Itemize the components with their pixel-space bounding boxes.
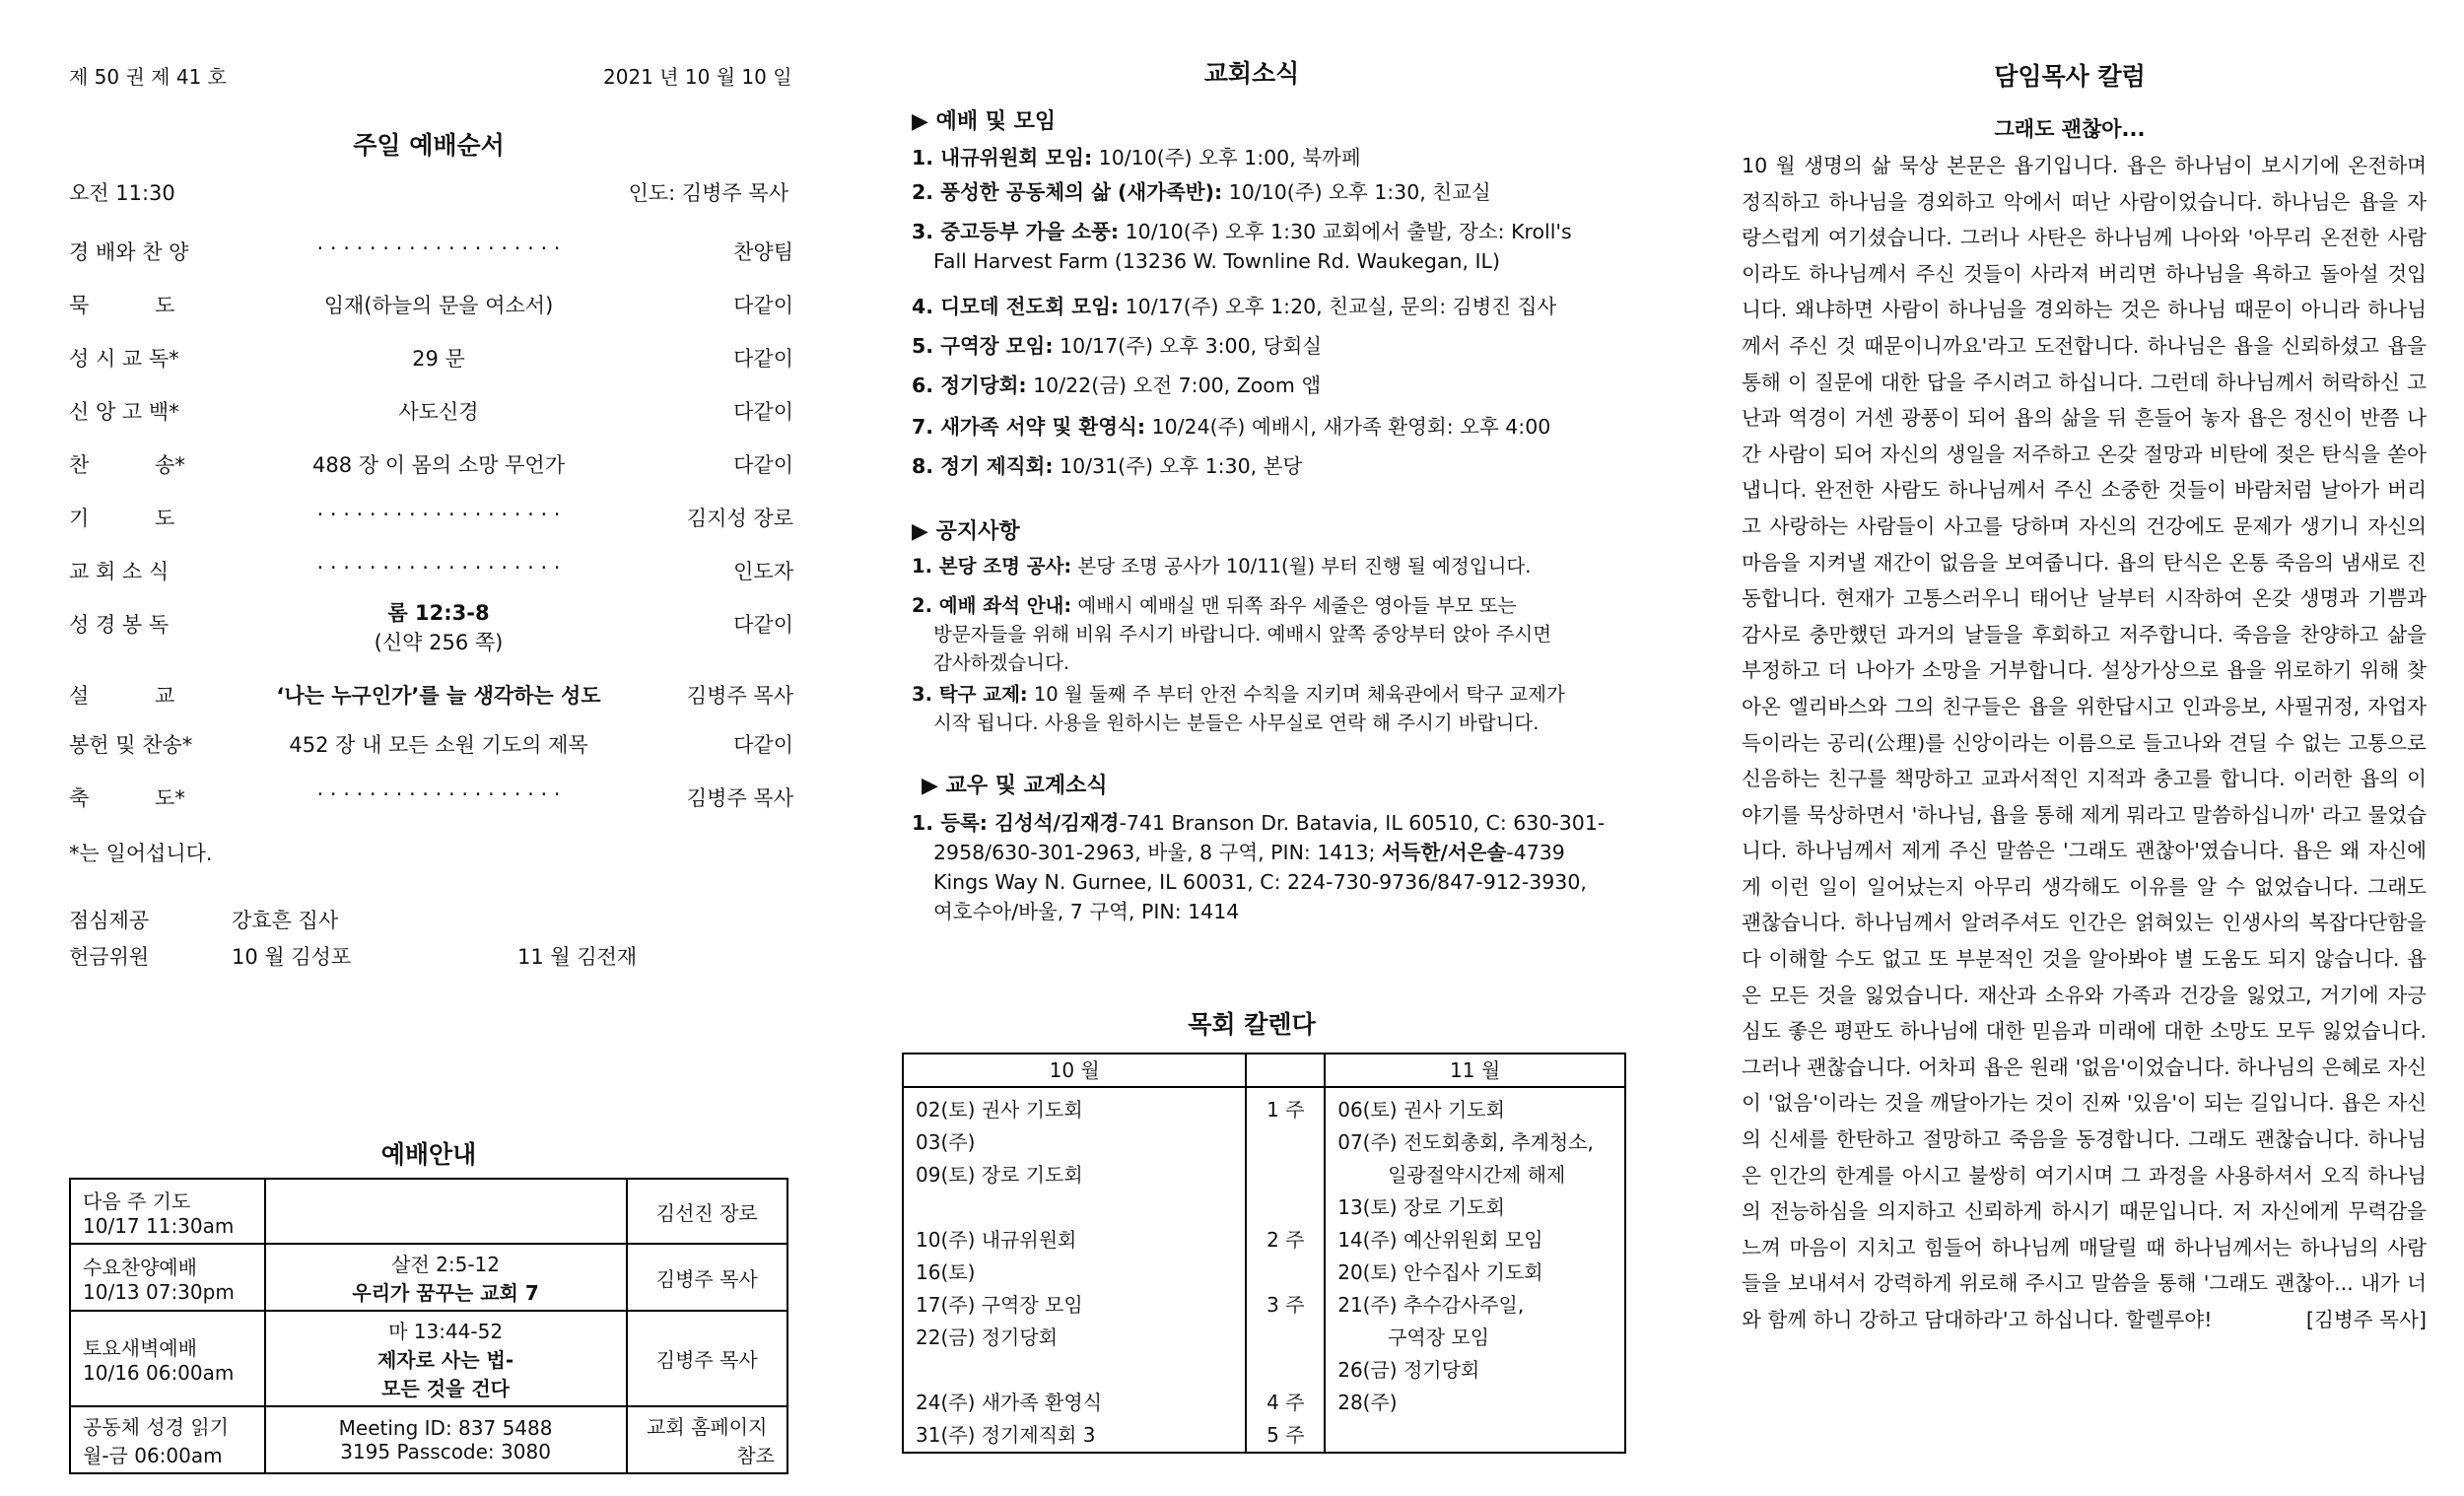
calendar-oct-column <box>903 1087 1246 1453</box>
calendar-oct-entry: 02(토) 권사 기도회 <box>916 1098 1083 1122</box>
worship-item <box>912 451 1641 481</box>
guide-person-line: 김병주 목사 <box>655 1266 758 1291</box>
member-news-line4: 여호수아/바울, 7 구역, PIN: 1414 <box>933 900 1240 923</box>
guide-service-line: 월-금 06:00am <box>83 1444 223 1467</box>
lunch-name: 강효흔 집사 <box>232 909 339 932</box>
order-item-name: 경 배와 찬 양 <box>69 240 189 264</box>
calendar-oct-header: 10 월 <box>903 1054 1246 1087</box>
calendar-oct-entry <box>916 1191 1233 1224</box>
worship-item-text: 10/31(주) 오후 1:30, 본당 <box>1053 454 1303 478</box>
guide-service <box>70 1311 265 1406</box>
stand-note: *는 일어섭니다. <box>69 842 213 865</box>
guide-service-line: 공동체 성경 읽기 <box>83 1415 229 1439</box>
calendar-oct-entry: 10(주) 내규위원회 <box>916 1228 1077 1252</box>
order-row <box>69 396 793 436</box>
worship-item <box>912 292 1641 321</box>
worship-item-label: 2. 풍성한 공동체의 삶 (새가족반): <box>912 180 1223 204</box>
calendar-nov-column <box>1325 1087 1625 1453</box>
order-item-name: 성 경 봉 독 <box>69 613 170 637</box>
calendar-week-column <box>1246 1087 1325 1453</box>
guide-person <box>627 1406 787 1473</box>
order-item-name: 설 교 <box>69 684 175 708</box>
order-item-name: 찬 송* <box>69 453 185 477</box>
notice-item <box>912 591 1641 677</box>
guide-content-line: 마 13:44-52 <box>388 1320 504 1343</box>
guide-service-line: 10/16 06:00am <box>83 1361 235 1385</box>
guide-row <box>70 1244 787 1311</box>
guide-content-line: 3195 Passcode: 3080 <box>340 1440 551 1463</box>
guide-person <box>627 1244 787 1311</box>
member-news-line2: 2958/630-301-2963, 바울, 8 구역, PIN: 1413; <box>933 841 1382 864</box>
worship-item-text: 10/10(주) 오후 1:30 교회에서 출발, 장소: Kroll's <box>1119 220 1572 243</box>
worship-item <box>912 177 1641 207</box>
calendar-week-header <box>1246 1054 1325 1087</box>
notice-item <box>912 680 1641 737</box>
calendar-week-entry <box>1259 1354 1312 1387</box>
column-body <box>1742 148 2427 1338</box>
notice-item-text: 본당 조명 공사가 10/11(월) 부터 진행 될 예정입니다. <box>1071 555 1532 578</box>
calendar-oct-entry: 31(주) 정기제직회 3 <box>916 1423 1096 1447</box>
member-section-heading: ▶ 교우 및 교계소식 <box>922 774 1108 798</box>
order-item-content: 임재(하늘의 문을 여소서) <box>323 294 554 317</box>
order-row <box>69 680 793 719</box>
worship-item-text: 10/10(주) 오후 1:00, 북까페 <box>1092 146 1361 170</box>
guide-content <box>265 1179 627 1244</box>
order-row <box>69 343 793 382</box>
calendar-nov-entry: 07(주) 전도회총회, 추계청소, <box>1337 1130 1594 1154</box>
notice-item <box>912 552 1641 580</box>
guide-person-line: 교회 홈페이지 <box>647 1415 768 1439</box>
guide-service-line: 토요새벽예배 <box>83 1336 197 1360</box>
calendar-oct-entry: 17(주) 구역장 모임 <box>916 1293 1083 1317</box>
order-item-name: 묵 도 <box>69 294 175 317</box>
offering-label: 헌금위원 <box>69 945 150 969</box>
order-item-content: · · · · · · · · · · · · · · · · · · · <box>316 782 561 806</box>
guide-service-line: 다음 주 기도 <box>83 1189 191 1213</box>
calendar-oct-entry: 03(주) <box>916 1130 976 1154</box>
calendar-nov-entry: 구역장 모임 <box>1337 1326 1490 1349</box>
order-row <box>69 556 793 595</box>
bulletin-date: 2021 년 10 월 10 일 <box>603 65 792 89</box>
order-row <box>69 290 793 329</box>
guide-title: 예배안내 <box>380 1140 477 1169</box>
order-item-person: 다같이 <box>733 733 793 757</box>
worship-item-text: 10/24(주) 예배시, 새가족 환영회: 오후 4:00 <box>1145 415 1551 439</box>
news-title: 교회소식 <box>1203 59 1300 88</box>
order-item-content: · · · · · · · · · · · · · · · · · · · <box>316 237 561 260</box>
column-text: 10 월 생명의 삶 묵상 본문은 욥기입니다. 욥은 하나님이 보시기에 온전하며 정직하고 하나님을 경외하고 악에서 떠난 사람이었습니다. 하나님은 욥을 자랑스럽게 여기셨습니다. 그러나 사탄은 하나님께 나아와 '아무리 온전한 사람이라도 하나님께서 주신 것들이 사라져 버리면 하나님을 욕하고 돌아설 것입니다. 왜냐하면 사람이 하나님을 경외하는 것은 하나님 때문이 아니라 하나님께서 주신 것 때문이니까요'라고 도전합니다. 하나님은 욥을 신뢰하셨고 욥을 통해 이 질문에 대한 답을 주시려고 하십니다. 그런데 하나님께서 허락하신 고난과 역경이 거센 광풍이 되어 욥의 삶을 뒤 흔들어 놓자 욥은 정신이 반쯤 나간 사람이 되어 자신의 생일을 저주하고 온갖 절망과 비탄에 젖은 탄식을 쏟아냅니다. 완전한 사람도 하나님께서 주신 소중한 것들이 바람처럼 날아가 버리고 사랑하는 사람들이 사고를 당하며 자신의 건강에도 문제가 생기니 자신의 마음을 지켜낼 재간이 없음을 보여줍니다. 욥의 탄식은 온통 죽음의 냄새로 진동합니다. 현재가 고통스러우니 태어난 날부터 시작하여 온갖 생명과 기쁨과 감사로 충만했던 과거의 날들을 후회하고 저주합니다. 죽음을 찬양하고 삶을 부정하고 더 나아가 소망을 거부합니다. 설상가상으로 욥을 위로하기 위해 찾아온 엘리바스와 그의 친구들은 욥을 위한답시고 인과응보, 사필귀정, 자업자득이라는 공리(公理)를 신앙이라는 이름으로 들고나와 견딜 수 없는 고통으로 신음하는 친구를 책망하고 교과서적인 지적과 충고를 합니다. 이러한 욥의 이야기를 묵상하면서 '하나님, 욥을 통해 제게 뭐라고 말씀하십니까' 라고 물었습니다. 하나님께서 제게 주신 말씀은 '그래도 괜찮아'였습니다. 욥은 왜 자신에게 이런 일이 일어났는지 아무리 생각해도 이유를 알 수 없었습니다. 그래도 괜찮습니다. 하나님께서 알려주셔도 인간은 얽혀있는 인생사의 복잡다단함을 다 이해할 수도 없고 또 부분적인 것을 알아봐야 별 도움도 되지 않습니다. 욥은 모든 것을 잃었습니다. 재산과 소유와 가족과 건강을 잃었고, 거기에 자긍심도 좋은 평판도 하나님에 대한 믿음과 미래에 대한 소망도 모두 잃었습니다. 그러나 괜찮습니다. 어차피 욥은 원래 '없음'이었습니다. 하나님의 은혜로 자신이 '없음'이라는 것을 깨달아가는 것이 진짜 '있음'이 되는 길입니다. 욥은 자신의 신세를 한탄하고 절망하고 죽음을 동경합니다. 그래도 괜찮습니다. 하나님은 인간의 한계를 아시고 불쌍히 여기시며 그 과정을 사용하셔서 오직 하나님의 전능하심을 의지하고 신뢰하게 하시기 때문입니다. 저 자신에게 무력감을 느껴 마음이 지치고 힘들어 하나님께 매달릴 때 하나님께서는 하나님의 사람들을 보내셔서 강력하게 위로해 주시고 말씀을 통해 '그래도 괜찮아... 내가 너와 함께 하니 강하고 담대하라'고 하십니다. 할렐루야! <box>1742 154 2427 1331</box>
calendar-nov-entry: 21(주) 추수감사주일, <box>1337 1293 1525 1317</box>
order-item-name: 봉헌 및 찬송* <box>69 733 193 757</box>
column-title: 담임목사 칼럼 <box>1994 62 2146 91</box>
notice-item-label: 2. 예배 좌석 안내: <box>912 594 1072 617</box>
worship-item-text: 10/10(주) 오후 1:30, 친교실 <box>1222 180 1491 204</box>
worship-item-label: 7. 새가족 서약 및 환영식: <box>912 415 1146 439</box>
order-row <box>69 729 793 769</box>
calendar-nov-header: 11 월 <box>1325 1054 1625 1087</box>
order-row <box>69 782 793 822</box>
member-news-label: 1. 등록: 김성석/김재경 <box>912 811 1120 835</box>
calendar-week-entry: 3 주 <box>1266 1293 1305 1317</box>
guide-content <box>265 1311 627 1406</box>
order-item-person: 김병주 목사 <box>686 786 793 810</box>
guide-content-line: 제자로 사는 법- <box>376 1348 514 1372</box>
calendar-oct-entry: 22(금) 정기당회 <box>916 1326 1059 1349</box>
guide-row <box>70 1311 787 1406</box>
order-item-person: 다같이 <box>733 613 793 637</box>
calendar-title: 목회 칼렌다 <box>1188 1010 1316 1039</box>
calendar-oct-entry: 16(토) <box>916 1260 976 1284</box>
calendar-week-entry <box>1259 1322 1312 1354</box>
notice-section-heading: ▶ 공지사항 <box>912 519 1020 544</box>
notice-item-text: 10 월 둘째 주 부터 안전 수칙을 지키며 체육관에서 탁구 교제가 <box>1027 683 1565 706</box>
guide-person-line: 김병주 목사 <box>655 1348 758 1372</box>
order-item-person: 다같이 <box>733 453 793 477</box>
guide-content-line: Meeting ID: 837 5488 <box>338 1416 553 1440</box>
order-item-person: 김병주 목사 <box>686 684 793 708</box>
guide-person-line: 참조 <box>736 1444 775 1467</box>
order-item-content: · · · · · · · · · · · · · · · · · · · <box>316 556 561 579</box>
column-subtitle: 그래도 괜찮아... <box>1994 117 2146 141</box>
order-item-content <box>232 601 646 656</box>
order-item-name: 신 앙 고 백* <box>69 400 179 424</box>
worship-item-label: 5. 구역장 모임: <box>912 334 1054 358</box>
guide-content-line: 우리가 꿈꾸는 교회 7 <box>352 1281 539 1305</box>
calendar-week-entry <box>1259 1257 1312 1289</box>
calendar-nov-entry: 13(토) 장로 기도회 <box>1337 1195 1505 1219</box>
guide-person-line: 김선진 장로 <box>655 1200 758 1225</box>
guide-content <box>265 1244 627 1311</box>
worship-item <box>912 331 1641 361</box>
calendar-week-entry <box>1259 1191 1312 1224</box>
order-item-content: 452 장 내 모든 소원 기도의 제목 <box>289 733 588 757</box>
notice-item-label: 3. 탁구 교제: <box>912 683 1028 706</box>
order-item-person: 김지성 장로 <box>686 507 793 530</box>
volume-number: 제 50 권 제 41 호 <box>69 65 227 89</box>
worship-item <box>912 217 1641 276</box>
service-guide-table <box>69 1178 788 1474</box>
worship-section-heading: ▶ 예배 및 모임 <box>912 109 1057 134</box>
order-row <box>69 449 793 489</box>
worship-item-text: 10/17(주) 오후 1:20, 친교실, 문의: 김병진 집사 <box>1119 295 1557 318</box>
calendar-week-entry <box>1259 1159 1312 1191</box>
calendar-nov-entry <box>1337 1419 1612 1452</box>
order-item-content-line: (신약 256 쪽) <box>374 631 504 654</box>
calendar-oct-entry <box>916 1354 1233 1387</box>
calendar-nov-entry: 06(토) 권사 기도회 <box>1337 1098 1505 1122</box>
calendar-week-entry: 5 주 <box>1266 1423 1305 1447</box>
member-news-text: -741 Branson Dr. Batavia, IL 60510, C: 630-301- <box>1119 811 1606 835</box>
guide-person <box>627 1179 787 1244</box>
order-item-person: 찬양팀 <box>733 240 793 264</box>
worship-item <box>912 412 1641 442</box>
order-item-person: 다같이 <box>733 347 793 371</box>
guide-service-line: 10/13 07:30pm <box>83 1279 235 1304</box>
guide-service <box>70 1179 265 1244</box>
guide-content-line: 모든 것을 건다 <box>381 1377 510 1400</box>
member-news-item <box>912 808 1641 926</box>
worship-item-label: 1. 내규위원회 모임: <box>912 146 1093 170</box>
guide-service <box>70 1406 265 1473</box>
order-item-content: 사도신경 <box>398 400 479 424</box>
worship-item <box>912 371 1641 400</box>
calendar-week-entry: 1 주 <box>1266 1098 1305 1122</box>
order-item-content: 29 문 <box>412 347 465 371</box>
member-news-line3: Kings Way N. Gurnee, IL 60031, C: 224-730-9736/847-912-3930, <box>933 870 1587 894</box>
order-item-content: ‘나는 누구인가’를 늘 생각하는 성도 <box>276 684 601 708</box>
order-row <box>69 503 793 542</box>
calendar-oct-entry: 24(주) 새가족 환영식 <box>916 1391 1103 1414</box>
order-item-name: 축 도* <box>69 786 185 810</box>
calendar-week-entry: 2 주 <box>1266 1228 1305 1252</box>
offering-oct: 10 월 김성포 <box>232 945 352 969</box>
calendar-oct-entry: 09(토) 장로 기도회 <box>916 1163 1083 1187</box>
order-item-person: 다같이 <box>733 294 793 317</box>
notice-item-text: 시작 됩니다. 사용을 원하시는 분들은 사무실로 연락 해 주시기 바랍니다. <box>933 712 1540 734</box>
calendar-week-entry <box>1259 1126 1312 1159</box>
worship-item-text: 10/17(주) 오후 3:00, 당회실 <box>1053 334 1323 358</box>
notice-item-text: 방문자들을 위해 비워 주시기 바랍니다. 예배시 앞쪽 중앙부터 앉아 주시면 <box>933 623 1552 646</box>
service-time: 오전 11:30 <box>69 181 175 205</box>
notice-item-label: 1. 본당 조명 공사: <box>912 555 1072 578</box>
worship-item <box>912 143 1641 172</box>
offering-nov: 11 월 김전재 <box>517 945 638 969</box>
calendar-nov-entry: 28(주) <box>1337 1391 1398 1414</box>
order-title: 주일 예배순서 <box>353 131 505 160</box>
lunch-label: 점심제공 <box>69 909 150 932</box>
calendar-nov-entry: 20(토) 안수집사 기도회 <box>1337 1260 1543 1284</box>
order-item-content: 488 장 이 몸의 소망 무언가 <box>311 453 566 477</box>
guide-content <box>265 1406 627 1473</box>
worship-item-label: 6. 정기당회: <box>912 374 1027 397</box>
order-row <box>69 601 793 654</box>
order-item-person: 인도자 <box>733 560 793 583</box>
worship-item-label: 3. 중고등부 가을 소풍: <box>912 220 1120 243</box>
calendar-nov-entry: 26(금) 정기당회 <box>1337 1358 1480 1382</box>
calendar-nov-entry: 14(주) 예산위원회 모임 <box>1337 1228 1543 1252</box>
worship-item-label: 8. 정기 제직회: <box>912 454 1054 478</box>
guide-row <box>70 1406 787 1473</box>
order-item-name: 성 시 교 독* <box>69 347 179 371</box>
worship-item-text: Fall Harvest Farm (13236 W. Townline Rd. Waukegan, IL) <box>933 249 1500 273</box>
guide-content-line: 살전 2:5-12 <box>391 1253 500 1276</box>
service-leader: 인도: 김병주 목사 <box>628 181 788 205</box>
order-item-content-line: 롬 12:3-8 <box>387 601 490 625</box>
guide-service-line: 10/17 11:30am <box>83 1213 235 1238</box>
notice-item-text: 예배시 예배실 맨 뒤쪽 좌우 세줄은 영아들 부모 또는 <box>1071 594 1517 617</box>
order-item-name: 기 도 <box>69 507 175 530</box>
order-item-person: 다같이 <box>733 400 793 424</box>
calendar-week-entry: 4 주 <box>1266 1391 1305 1414</box>
order-row <box>69 237 793 276</box>
guide-person <box>627 1311 787 1406</box>
guide-service-line: 수요찬양예배 <box>83 1255 197 1279</box>
pastoral-calendar <box>902 1053 1626 1454</box>
guide-service <box>70 1244 265 1311</box>
notice-item-text: 감사하겠습니다. <box>933 651 1070 674</box>
worship-item-text: 10/22(금) 오전 7:00, Zoom 앱 <box>1026 374 1322 397</box>
calendar-nov-entry: 일광절약시간제 해제 <box>1337 1163 1566 1187</box>
order-item-content: · · · · · · · · · · · · · · · · · · · <box>316 503 561 526</box>
order-item-name: 교 회 소 식 <box>69 560 170 583</box>
member-news-name2: 서득한/서은솔 <box>1381 841 1507 864</box>
column-signature: [김병주 목사] <box>2305 1308 2427 1331</box>
worship-item-label: 4. 디모데 전도회 모임: <box>912 295 1120 318</box>
member-news-line2-end: -4739 <box>1506 841 1565 864</box>
guide-row <box>70 1179 787 1244</box>
